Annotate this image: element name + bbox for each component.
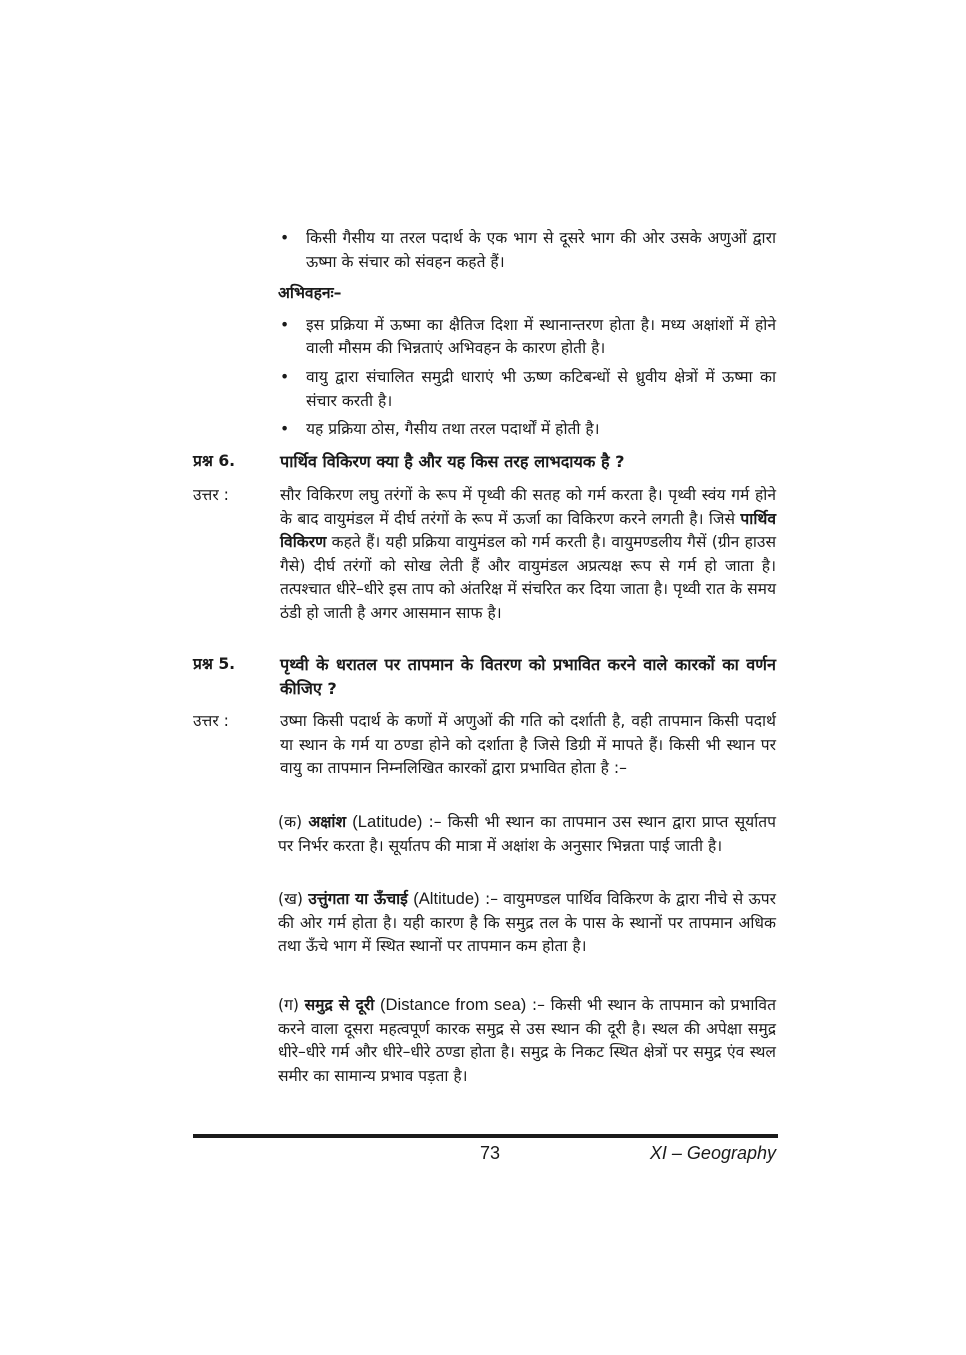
page-number: 73 xyxy=(479,1143,501,1163)
answer-text-part: कहते हैं। यही प्रक्रिया वायुमंडल को गर्म करती है। वायुमण्डलीय गैसें (ग्रीन हाउस गैसे) दीर्घ तरंगों को सोख लेती हैं और वायुमंडल अप्रत्यक्ष रूप से गर्म हो जाता है। तत्पश्चात धीरे–धीरे इस ताप को अंतरिक्ष में संचरित कर दिया जाता है। पृथ्वी रात के समय ठंडी हो जाती है अगर आसमान साफ है। xyxy=(280,533,776,622)
bullet-item xyxy=(278,314,776,361)
answer-text-bold: पार्थिव विकिरण xyxy=(280,509,776,552)
question-text: पृथ्वी के धरातल पर तापमान के वितरण को प्रभावित करने वाले कारकों का वर्णन कीजिए ? xyxy=(280,655,776,698)
bullet-dot: • xyxy=(280,315,290,334)
answer-text: उष्मा किसी पदार्थ के कणों में अणुओं की गति को दर्शाती है, वही तापमान किसी पदार्थ या स्थान के गर्म या ठण्डा होने को दर्शाता है जिसे डिग्री में मापते हैं। किसी भी स्थान पर वायु का तापमान निम्नलिखित कारकों द्वारा प्रभावित होता है :– xyxy=(280,712,776,778)
bullet-item xyxy=(278,366,776,413)
factor-term: समुद्र से दूरी xyxy=(304,996,375,1014)
convection-heading: अभिवहनः– xyxy=(278,284,342,303)
bullet-item xyxy=(278,227,776,274)
factor-marker: (ग) xyxy=(278,996,299,1014)
answer-text-part: सौर विकिरण लघु तरंगों के रूप में पृथ्वी की सतह को गर्म करता है। पृथ्वी स्वंय गर्म होने के बाद वायुमंडल में दीर्घ तरंगों के रूप में ऊर्जा का विकिरण करने लगती है। जिसे xyxy=(280,486,776,528)
bullet-text: इस प्रक्रिया में ऊष्मा का क्षैतिज दिशा में स्थानान्तरण होता है। मध्य अक्षांशों में होने वाली मौसम की भिन्नताएं अभिवहन के कारण होती है। xyxy=(306,315,776,358)
bullet-item xyxy=(278,418,776,442)
bullet-text: यह प्रक्रिया ठोस, गैसीय तथा तरल पदार्थों में होती है। xyxy=(306,420,600,439)
conduction-section xyxy=(278,227,776,447)
question-label: प्रश्न 6. xyxy=(193,452,236,470)
factor-text: :– किसी भी स्थान के तापमान को प्रभावित करने वाला दूसरा महत्वपूर्ण कारक समुद्र से उस स्थान की दूरी है। स्थल की अपेक्षा समुद्र धीरे–धीरे गर्म और धीरे–धीरे ठण्डा होता है। समुद्र के निकट स्थित क्षेत्रों पर समुद्र एंव स्थल समीर का सामान्य प्रभाव पड़ता है। xyxy=(278,996,776,1085)
factor-altitude xyxy=(278,887,776,959)
footer-rule xyxy=(193,1134,778,1138)
question-label: प्रश्न 5. xyxy=(193,655,236,673)
factor-term: उत्तुंगता या ऊँचाई xyxy=(308,890,408,908)
question-text: पार्थिव विकिरण क्या है और यह किस तरह लाभदायक है ? xyxy=(280,452,625,471)
answer-label: उत्तर : xyxy=(193,486,229,504)
bullet-dot: • xyxy=(280,229,290,247)
factor-latitude xyxy=(278,810,776,858)
factor-english: (Distance from sea) xyxy=(380,995,527,1014)
question-6 xyxy=(193,450,776,474)
answer-text xyxy=(280,484,776,626)
question-5 xyxy=(193,653,776,700)
factor-text: :– वायुमण्डल पार्थिव विकिरण के द्वारा नीचे से ऊपर की ओर गर्म होता है। यही कारण है कि समुद्र तल के पास के स्थानों पर तापमान अधिक तथा ऊँचे भाग में स्थित स्थानों पर तापमान कम होता है। xyxy=(278,890,776,956)
factor-text: :– किसी भी स्थान का तापमान उस स्थान द्वारा प्राप्त सूर्यातप पर निर्भर करता है। सूर्यातप की मात्रा में अक्षांश के अनुसार भिन्नता पाई जाती है। xyxy=(278,813,776,855)
factor-marker: (क) xyxy=(278,813,303,831)
answer-label: उत्तर : xyxy=(193,712,229,730)
bullet-text: वायु द्वारा संचालित समुद्री धाराएं भी ऊष्ण कटिबन्धों से ध्रुवीय क्षेत्रों में ऊष्मा का संचार करती है। xyxy=(306,367,776,410)
subject-title: XI – Geography xyxy=(649,1143,776,1163)
factor-english: (Altitude) xyxy=(413,889,480,908)
bullet-text: किसी गैसीय या तरल पदार्थ के एक भाग से दूसरे भाग की ओर उसके अणुओं द्वारा ऊष्मा के संचार को संवहन कहते हैं। xyxy=(306,229,776,271)
factor-english: (Latitude) xyxy=(352,812,423,831)
answer-6 xyxy=(193,484,776,626)
factor-term: अक्षांश xyxy=(308,813,347,831)
factor-distance-from-sea xyxy=(278,993,776,1088)
bullet-dot: • xyxy=(280,367,290,386)
answer-5 xyxy=(193,710,776,781)
bullet-dot: • xyxy=(280,420,290,439)
factor-marker: (ख) xyxy=(278,890,303,908)
